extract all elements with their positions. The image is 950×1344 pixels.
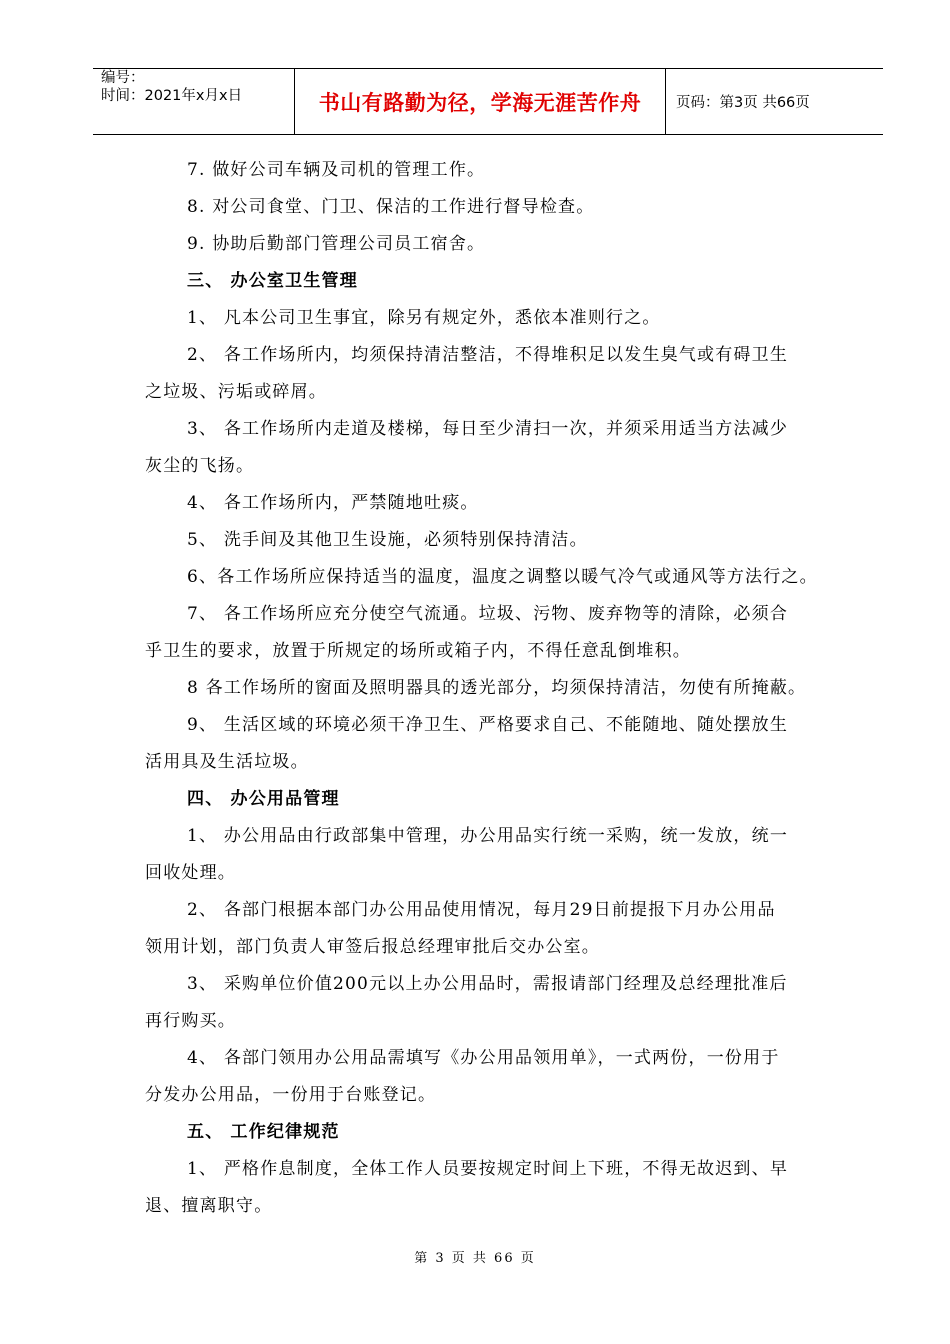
paragraph-line: 2、 各工作场所内，均须保持清洁整洁，不得堆积足以发生臭气或有碍卫生	[187, 345, 789, 365]
paragraph-line: 8 各工作场所的窗面及照明器具的透光部分，均须保持清洁，勿使有所掩蔽。	[187, 678, 807, 698]
section-heading: 三、 办公室卫生管理	[187, 271, 358, 291]
paragraph-line: 4、 各部门领用办公用品需填写《办公用品领用单》，一式两份，一份用于	[187, 1048, 780, 1068]
paragraph-line: 再行购买。	[145, 1011, 236, 1031]
paragraph-line: 活用具及生活垃圾。	[145, 752, 309, 772]
page-footer: 第 3 页 共 66 页	[414, 1251, 536, 1266]
paragraph-line: 3、 各工作场所内走道及楼梯，每日至少清扫一次，并须采用适当方法减少	[187, 419, 789, 439]
paragraph-line: 7. 做好公司车辆及司机的管理工作。	[187, 160, 486, 180]
paragraph-line: 8. 对公司食堂、门卫、保洁的工作进行督导检查。	[187, 197, 595, 217]
paragraph-line: 灰尘的飞扬。	[145, 456, 255, 476]
paragraph-line: 领用计划，部门负责人审签后报总经理审批后交办公室。	[145, 937, 600, 957]
header-divider	[665, 69, 666, 134]
paragraph-line: 9、 生活区域的环境必须干净卫生、严格要求自己、不能随地、随处摆放生	[187, 715, 789, 735]
section-heading: 五、 工作纪律规范	[187, 1122, 340, 1142]
paragraph-line: 分发办公用品，一份用于台账登记。	[145, 1085, 437, 1105]
paragraph-line: 1、 严格作息制度，全体工作人员要按规定时间上下班，不得无故迟到、早	[187, 1159, 789, 1179]
paragraph-line: 5、 洗手间及其他卫生设施，必须特别保持清洁。	[187, 530, 588, 550]
header-page-number: 页码：第3页 共66页	[676, 95, 810, 111]
paragraph-line: 1、 凡本公司卫生事宜，除另有规定外，悉依本准则行之。	[187, 308, 661, 328]
paragraph-line: 退、擅离职守。	[145, 1196, 273, 1216]
paragraph-line: 4、 各工作场所内，严禁随地吐痰。	[187, 493, 479, 513]
document-time-label: 时间：2021年x月x日	[101, 88, 243, 104]
section-heading: 四、 办公用品管理	[187, 789, 340, 809]
paragraph-line: 之垃圾、污垢或碎屑。	[145, 382, 327, 402]
paragraph-line: 3、 采购单位价值200元以上办公用品时，需报请部门经理及总经理批准后	[187, 974, 788, 994]
paragraph-line: 回收处理。	[145, 863, 236, 883]
paragraph-line: 1、 办公用品由行政部集中管理，办公用品实行统一采购，统一发放，统一	[187, 826, 789, 846]
document-body	[145, 152, 845, 1225]
header-meta	[101, 69, 291, 105]
paragraph-line: 6、各工作场所应保持适当的温度，温度之调整以暖气冷气或通风等方法行之。	[187, 567, 818, 587]
paragraph-line: 9. 协助后勤部门管理公司员工宿舍。	[187, 234, 486, 254]
page-header	[93, 68, 883, 135]
header-motto: 书山有路勤为径，学海无涯苦作舟	[318, 90, 642, 115]
paragraph-line: 2、 各部门根据本部门办公用品使用情况，每月29日前提报下月办公用品	[187, 900, 776, 920]
paragraph-line: 7、 各工作场所应充分使空气流通。垃圾、污物、废弃物等的清除，必须合	[187, 604, 789, 624]
paragraph-line: 乎卫生的要求，放置于所规定的场所或箱子内，不得任意乱倒堆积。	[145, 641, 691, 661]
document-number-label: 编号：	[101, 70, 145, 86]
